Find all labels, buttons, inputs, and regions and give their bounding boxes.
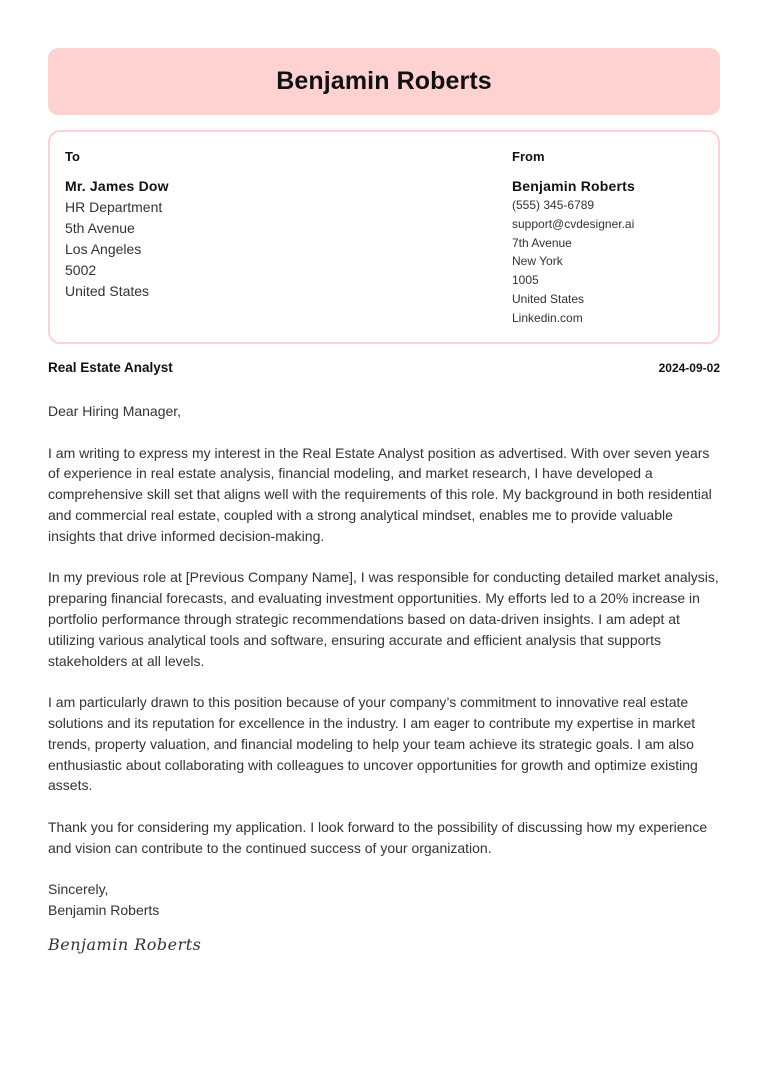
role-date-row [48, 360, 720, 375]
name-banner [48, 48, 720, 115]
address-box [48, 130, 720, 344]
sender-street: 7th Avenue [512, 235, 572, 250]
closing-block [48, 879, 720, 921]
sender-linkedin: Linkedin.com [512, 310, 583, 325]
sender-city: New York [512, 254, 563, 269]
paragraph-2: In my previous role at [Previous Company Name], I was responsible for conducting detailed market analysis, preparing financial forecasts, and evaluating investment opportunities. My efforts led to a 20% increase in portfolio performance through strategic recommendations based on data-driven insights. I am adept at utilizing various analytical tools and software, ensuring accurate and efficient analysis that supports stakeholders at all levels. [48, 569, 719, 669]
cover-letter-page [48, 48, 720, 954]
signoff-name: Benjamin Roberts [48, 902, 160, 919]
recipient-postal-code: 5002 [65, 262, 97, 278]
recipient-country: United States [65, 283, 150, 299]
sender-country: United States [512, 291, 585, 306]
sender-block [512, 149, 635, 328]
job-title: Real Estate Analyst [48, 360, 173, 375]
closing-phrase: Sincerely, [48, 881, 109, 898]
paragraph-3: I am particularly drawn to this position because of your company’s commitment to innovative real estate solutions and its reputation for excellence in the industry. I am eager to contribute my expertise in market trends, property valuation, and financial modeling to help your team achieve its strategic goals. I am also enthusiastic about collaborating with colleagues to uncover opportunities for growth and optimize existing assets. [48, 694, 698, 794]
applicant-name: Benjamin Roberts [276, 67, 492, 95]
letter-date: 2024-09-02 [658, 361, 720, 375]
recipient-department: HR Department [65, 199, 163, 215]
greeting: Dear Hiring Manager, [48, 403, 182, 419]
sender-name: Benjamin Roberts [512, 178, 635, 194]
handwritten-signature: Benjamin Roberts [48, 934, 202, 954]
recipient-city: Los Angeles [65, 241, 142, 257]
recipient-name: Mr. James Dow [65, 178, 169, 194]
paragraph-4: Thank you for considering my application. I look forward to the possibility of discussing how my experience and vision can contribute to the continued success of your organization. [48, 818, 708, 856]
sender-heading: From [512, 149, 545, 164]
sender-postal-code: 1005 [512, 273, 539, 288]
letter-body [48, 401, 720, 859]
sender-email: support@cvdesigner.ai [512, 216, 635, 231]
sender-phone: (555) 345-6789 [512, 198, 595, 212]
paragraph-1: I am writing to express my interest in the Real Estate Analyst position as advertised. With over seven years of experience in real estate analysis, financial modeling, and market research, I have developed a comprehensive skill set that aligns well with the requirements of this role. My background in both residential and commercial real estate, coupled with a strong analytical mindset, enables me to provide valuable insights that drive informed decision-making. [48, 444, 712, 544]
recipient-street: 5th Avenue [65, 220, 135, 236]
recipient-block [65, 149, 169, 302]
recipient-heading: To [65, 149, 80, 164]
